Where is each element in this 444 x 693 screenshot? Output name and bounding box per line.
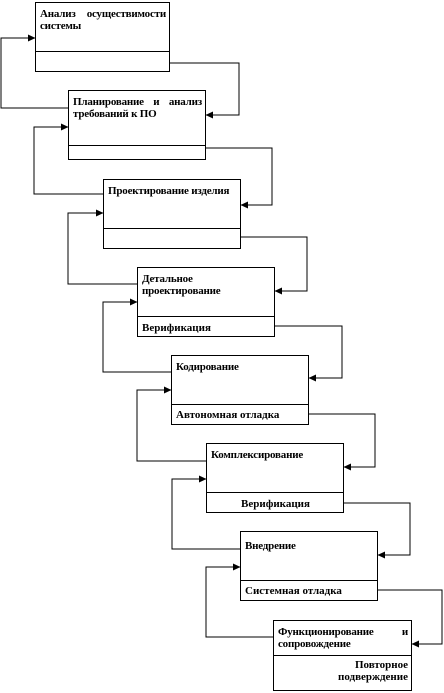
divider [241,580,377,581]
stage-planning [68,90,206,160]
stage-title: Функционирование и сопровождение [278,626,408,650]
stage-title: Анализ осуществимости системы [40,8,166,32]
stage-coding [171,355,309,425]
stage-subtask: Автономная отладка [176,409,280,421]
stage-detailed-design [137,267,275,337]
divider [36,51,169,52]
stage-subtask: Верификация [142,322,211,334]
stage-subtask: Верификация [241,498,310,510]
stage-title: Планирование и анализ требований к ПО [73,96,202,120]
divider [104,228,240,229]
stage-analysis [35,2,170,72]
stage-integration [206,443,344,513]
stage-title: Проектирование изделия [108,185,230,197]
stage-title: Внедрение [245,540,296,552]
stage-title: Кодирование [176,361,239,373]
divider [69,145,205,146]
stage-deployment [240,531,378,601]
divider [172,404,308,405]
stage-operation [273,620,412,691]
stage-subtask: Системная отладка [245,585,342,597]
divider [274,655,411,656]
stage-product-design [103,179,241,249]
stage-title: Комплексирование [211,449,304,461]
stage-subtask: Повторное подверждение [337,659,408,683]
divider [207,492,343,493]
stage-title: Детальное проектирование [142,273,221,297]
divider [138,316,274,317]
